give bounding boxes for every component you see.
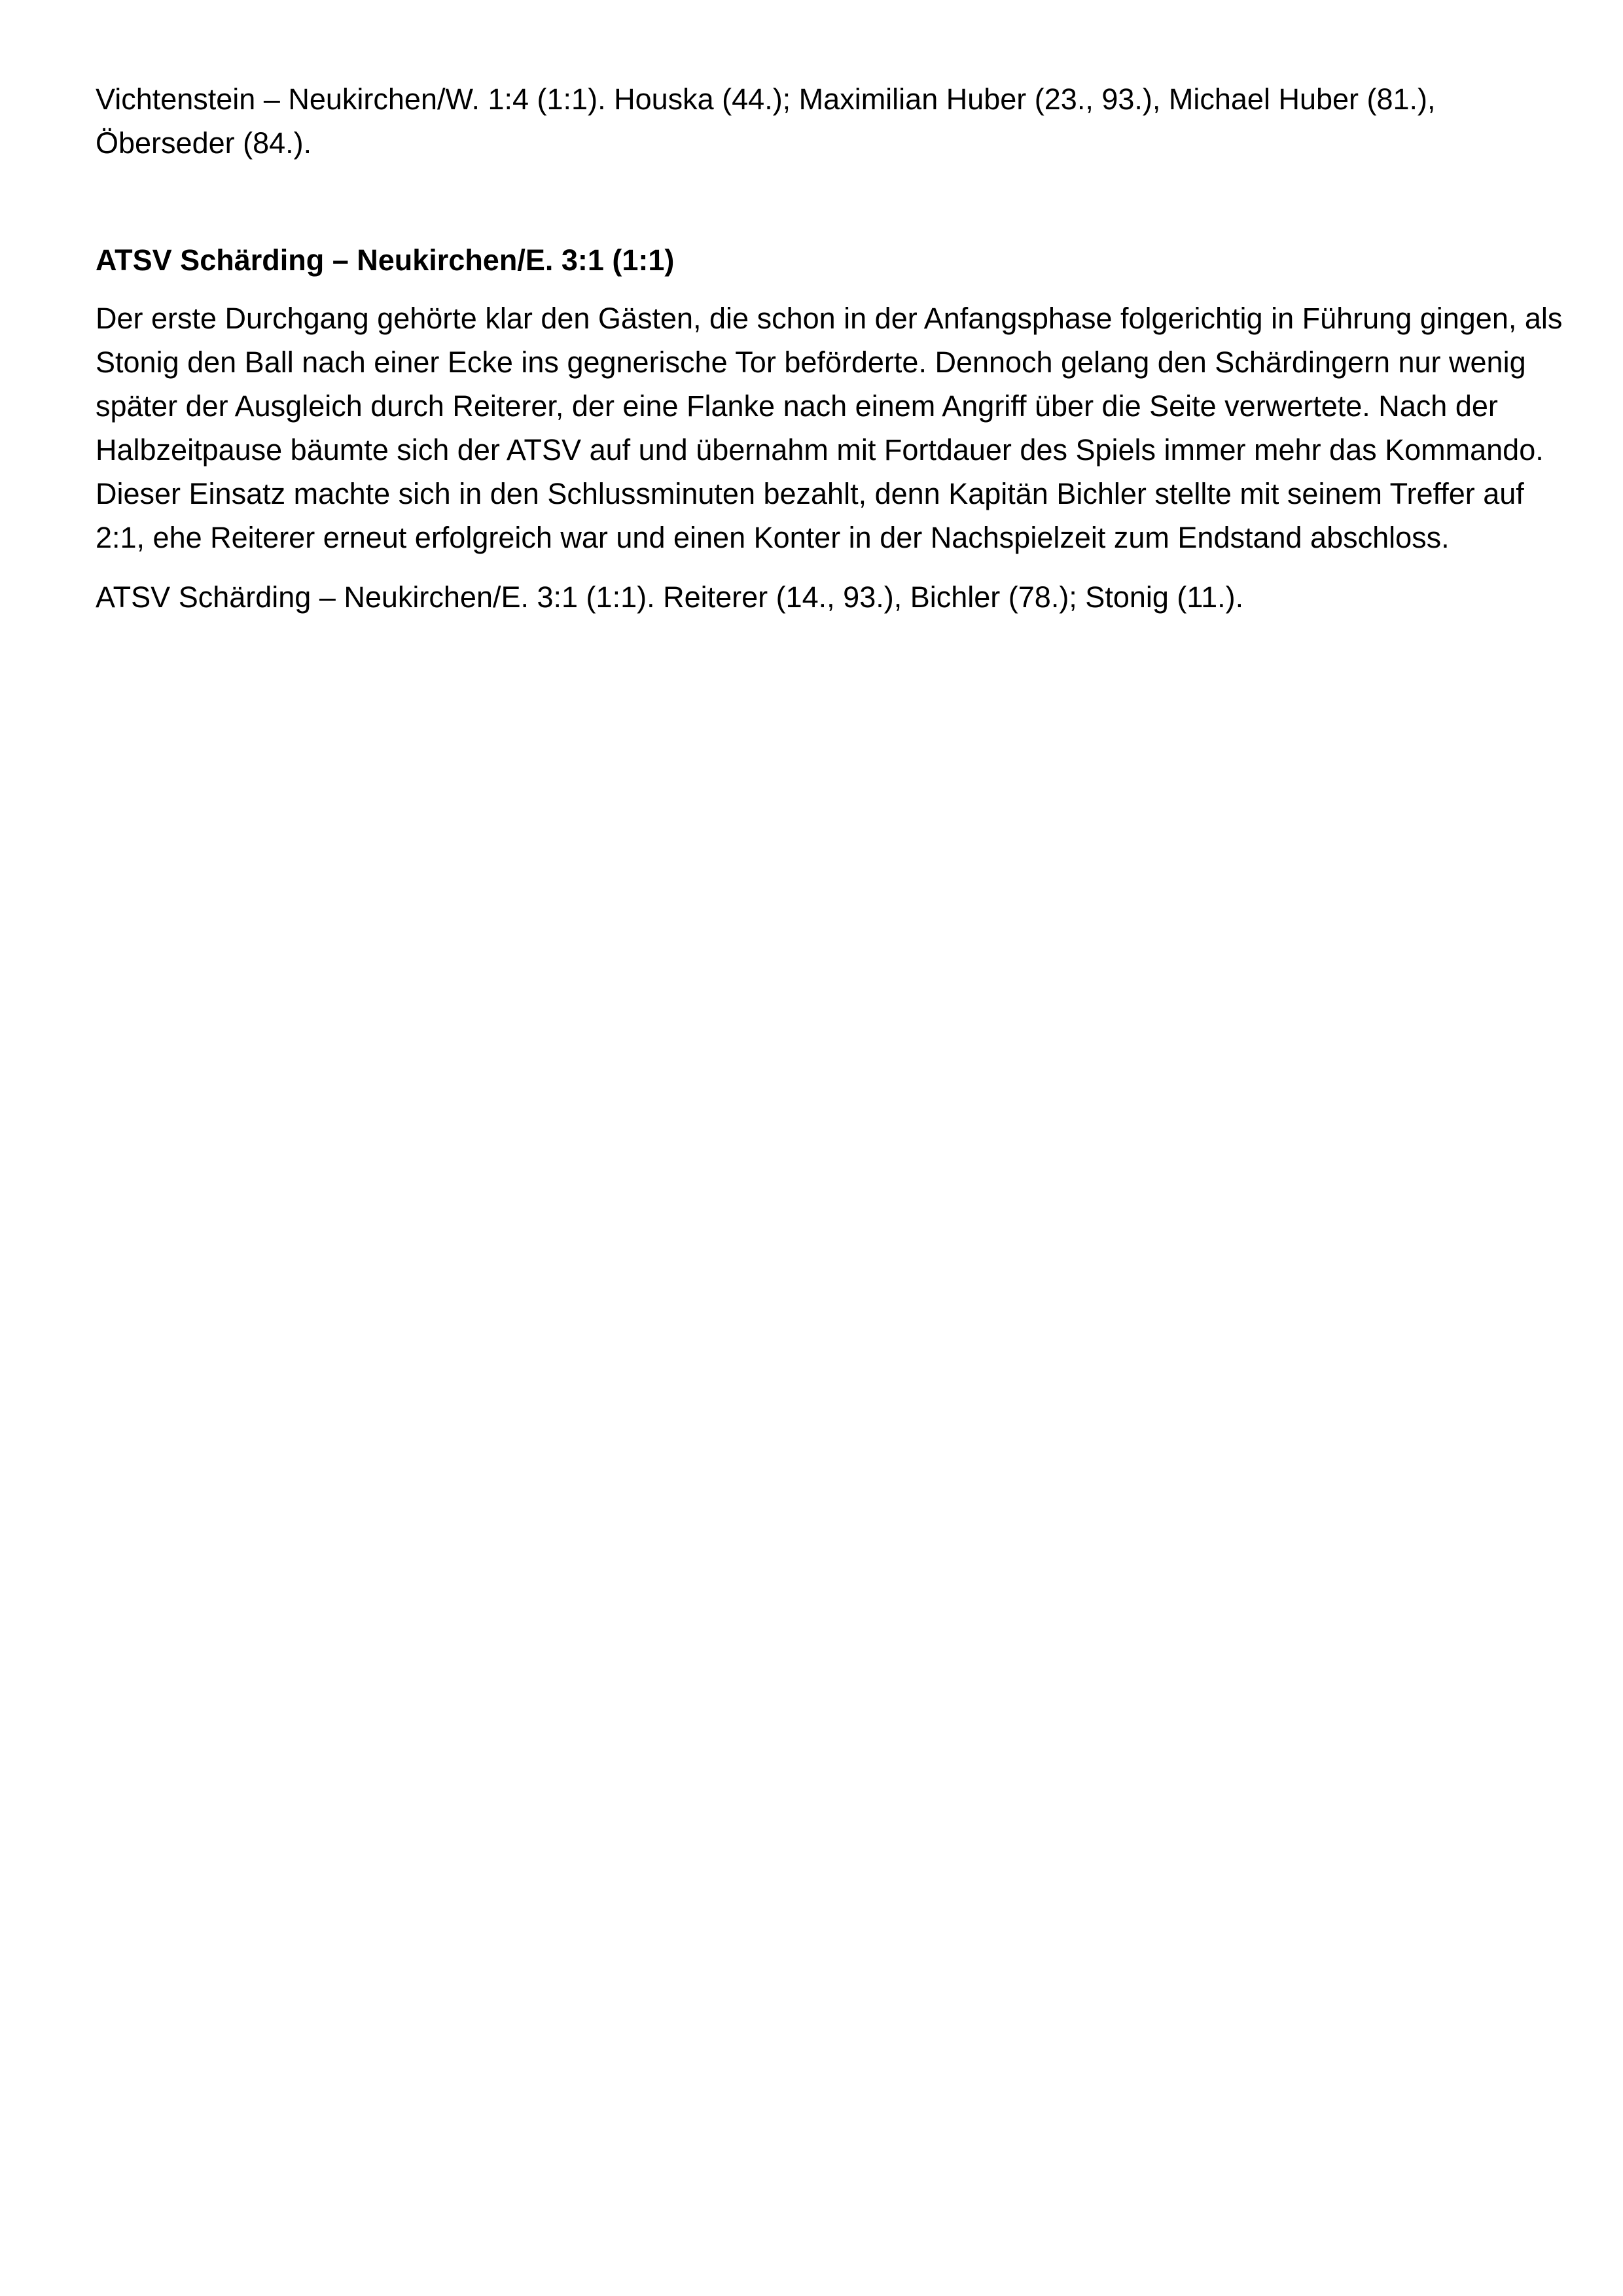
report-line: Halbzeitpause bäumte sich der ATSV auf und übernahm mit Fortdauer des Spiels immer mehr das Kommando. bbox=[96, 433, 1544, 467]
report-line: Dieser Einsatz machte sich in den Schlussminuten bezahlt, denn Kapitän Bichler stellte mit seinem Treffer auf bbox=[96, 477, 1524, 510]
match-report-schaerding bbox=[96, 296, 1563, 559]
result-line: Vichtenstein – Neukirchen/W. 1:4 (1:1). Houska (44.); Maximilian Huber (23., 93.), Michael Huber (81.), bbox=[96, 82, 1436, 116]
report-line: später der Ausgleich durch Reiterer, der eine Flanke nach einem Angriff über die Seite verwertete. Nach der bbox=[96, 389, 1498, 423]
match-heading-schaerding: ATSV Schärding – Neukirchen/E. 3:1 (1:1) bbox=[96, 243, 675, 277]
document-page bbox=[96, 77, 1563, 619]
report-line: 2:1, ehe Reiterer erneut erfolgreich war und einen Konter in der Nachspielzeit zum Endstand abschloss. bbox=[96, 521, 1450, 554]
result-line: Öberseder (84.). bbox=[96, 126, 312, 160]
report-line: Stonig den Ball nach einer Ecke ins gegnerische Tor beförderte. Dennoch gelang den Schärdingern nur wenig bbox=[96, 345, 1526, 379]
match-result-vichtenstein bbox=[96, 77, 1535, 165]
match-result-schaerding: ATSV Schärding – Neukirchen/E. 3:1 (1:1). Reiterer (14., 93.), Bichler (78.); Stonig (11.). bbox=[96, 580, 1244, 614]
report-line: Der erste Durchgang gehörte klar den Gästen, die schon in der Anfangsphase folgerichtig in Führung gingen, als bbox=[96, 302, 1563, 335]
